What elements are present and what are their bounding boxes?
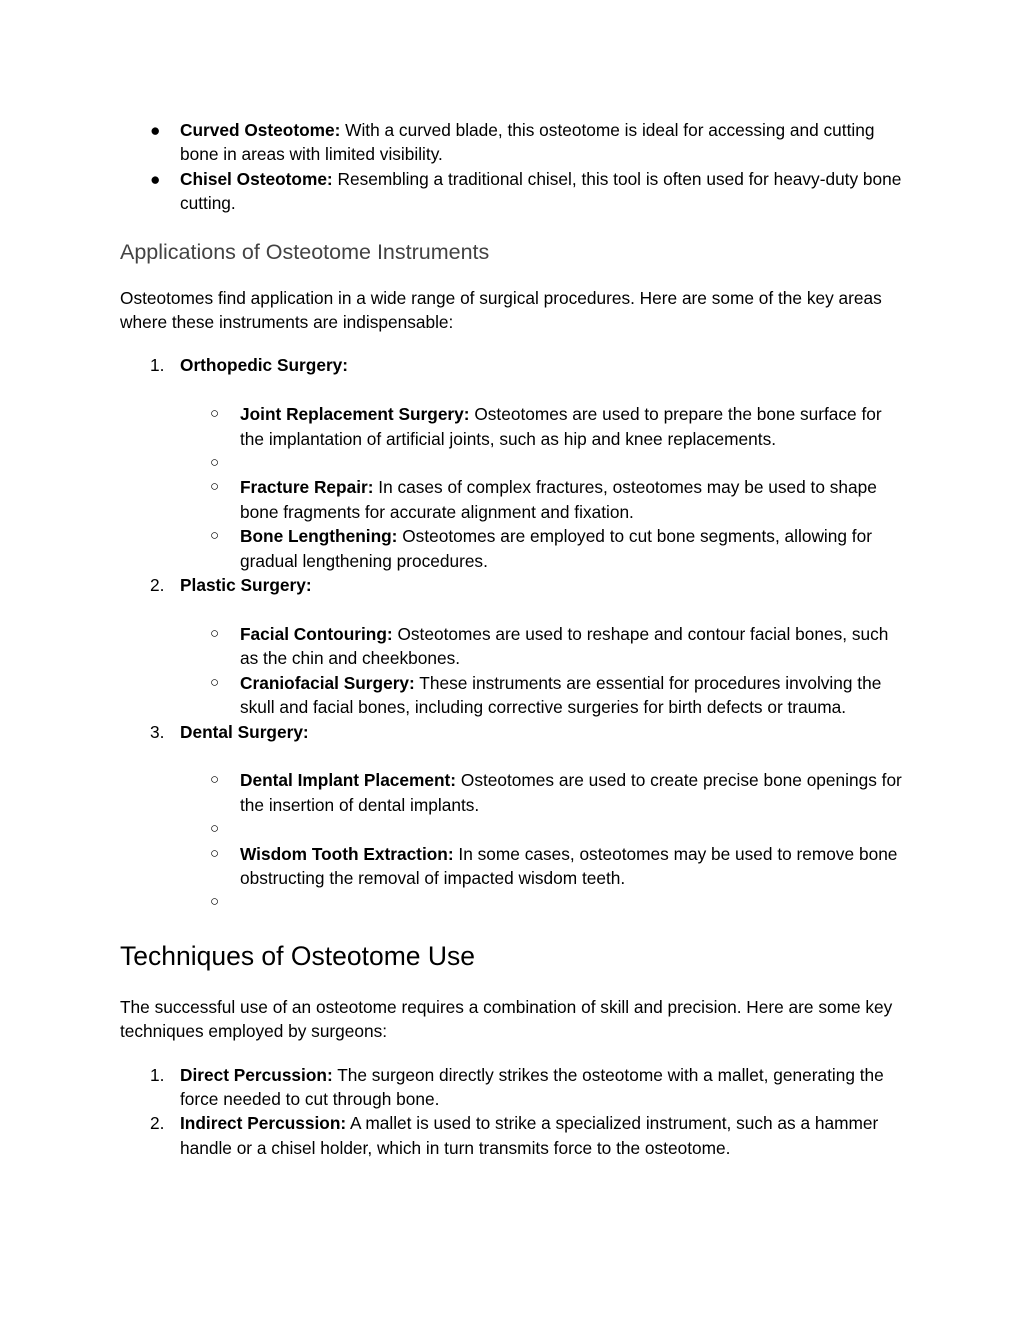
applications-intro: Osteotomes find application in a wide range of surgical procedures. Here are some of the key areas where these instruments are indispensable: xyxy=(120,287,882,333)
circle-bullet-marker: ○ xyxy=(210,624,220,642)
applications-heading: Applications of Osteotome Instruments xyxy=(120,239,490,264)
item-description: With a curved blade, this osteotome is ideal for accessing and cutting bone in areas with limited visibility. xyxy=(180,120,875,165)
sub-list-item xyxy=(210,451,904,475)
group-title: Dental Surgery: xyxy=(180,721,309,742)
item-term: Joint Replacement Surgery: xyxy=(240,404,470,425)
sub-list-item xyxy=(210,768,904,817)
item-term: Direct Percussion: xyxy=(180,1064,333,1085)
sub-list-item xyxy=(210,524,904,573)
item-term: Curved Osteotome: xyxy=(180,120,341,140)
sub-list-item xyxy=(210,671,904,720)
item-term: Dental Implant Placement: xyxy=(240,770,457,791)
circle-bullet-marker: ○ xyxy=(210,478,220,496)
item-term: Bone Lengthening: xyxy=(240,526,398,547)
list-item xyxy=(150,167,904,216)
item-term: Chisel Osteotome: xyxy=(180,168,333,189)
circle-bullet-marker: ○ xyxy=(210,771,220,789)
list-item xyxy=(150,118,904,167)
group-title: Plastic Surgery: xyxy=(180,575,312,596)
item-term: Facial Contouring: xyxy=(240,623,393,644)
number-marker: 1. xyxy=(150,1064,165,1085)
item-description: The surgeon directly strikes the osteotome with a mallet, generating the force needed to cut through bone. xyxy=(180,1064,884,1109)
sub-list-item xyxy=(210,622,904,671)
item-term: Fracture Repair: xyxy=(240,477,374,498)
circle-bullet-marker: ○ xyxy=(210,844,220,862)
circle-bullet-marker: ○ xyxy=(210,673,220,691)
types-list xyxy=(120,118,904,216)
item-term: Wisdom Tooth Extraction: xyxy=(240,843,454,864)
item-description: A mallet is used to strike a specialized instrument, such as a hammer handle or a chisel holder, which in turn transmits force to the osteotome. xyxy=(180,1113,879,1158)
item-description: Osteotomes are employed to cut bone segments, allowing for gradual lengthening procedures. xyxy=(240,526,872,571)
bullet-marker: ● xyxy=(150,168,161,189)
item-term: Craniofacial Surgery: xyxy=(240,672,415,693)
number-marker: 1. xyxy=(150,355,165,376)
sub-list-item xyxy=(210,890,904,914)
list-item xyxy=(150,1111,904,1160)
number-marker: 2. xyxy=(150,575,165,596)
sub-list-item xyxy=(210,842,904,891)
item-description: Resembling a traditional chisel, this tool is often used for heavy-duty bone cutting. xyxy=(180,168,902,214)
circle-bullet-marker: ○ xyxy=(210,454,220,472)
number-marker: 3. xyxy=(150,721,165,742)
item-description: These instruments are essential for procedures involving the skull and facial bones, including corrective surgeries for birth defects or trauma. xyxy=(240,672,882,718)
circle-bullet-marker: ○ xyxy=(210,820,220,838)
number-marker: 2. xyxy=(150,1113,165,1134)
circle-bullet-marker: ○ xyxy=(210,405,220,423)
item-description: In some cases, osteotomes may be used to remove bone obstructing the removal of impacted wisdom teeth. xyxy=(240,843,898,888)
group-title: Orthopedic Surgery: xyxy=(180,355,349,376)
techniques-intro: The successful use of an osteotome requires a combination of skill and precision. Here are some key techniques employed by surgeons: xyxy=(120,996,893,1042)
bullet-marker: ● xyxy=(150,120,161,140)
circle-bullet-marker: ○ xyxy=(210,893,220,911)
item-description: Osteotomes are used to create precise bone openings for the insertion of dental implants. xyxy=(240,770,902,815)
list-item xyxy=(150,353,904,377)
techniques-list xyxy=(120,1063,904,1161)
item-description: Osteotomes are used to prepare the bone surface for the implantation of artificial joints, such as hip and knee replacements. xyxy=(240,404,882,449)
list-item xyxy=(150,1063,904,1112)
applications-list xyxy=(120,353,904,914)
document-page xyxy=(120,118,904,1160)
list-item xyxy=(150,720,904,744)
sub-list-item xyxy=(210,817,904,841)
sub-list-item xyxy=(210,402,904,451)
item-description: In cases of complex fractures, osteotomes may be used to shape bone fragments for accurate alignment and fixation. xyxy=(240,477,877,522)
circle-bullet-marker: ○ xyxy=(210,527,220,545)
sub-list-item xyxy=(210,475,904,524)
item-description: Osteotomes are used to reshape and contour facial bones, such as the chin and cheekbones. xyxy=(240,623,889,669)
techniques-heading: Techniques of Osteotome Use xyxy=(120,940,475,971)
item-term: Indirect Percussion: xyxy=(180,1113,347,1134)
list-item xyxy=(150,573,904,597)
